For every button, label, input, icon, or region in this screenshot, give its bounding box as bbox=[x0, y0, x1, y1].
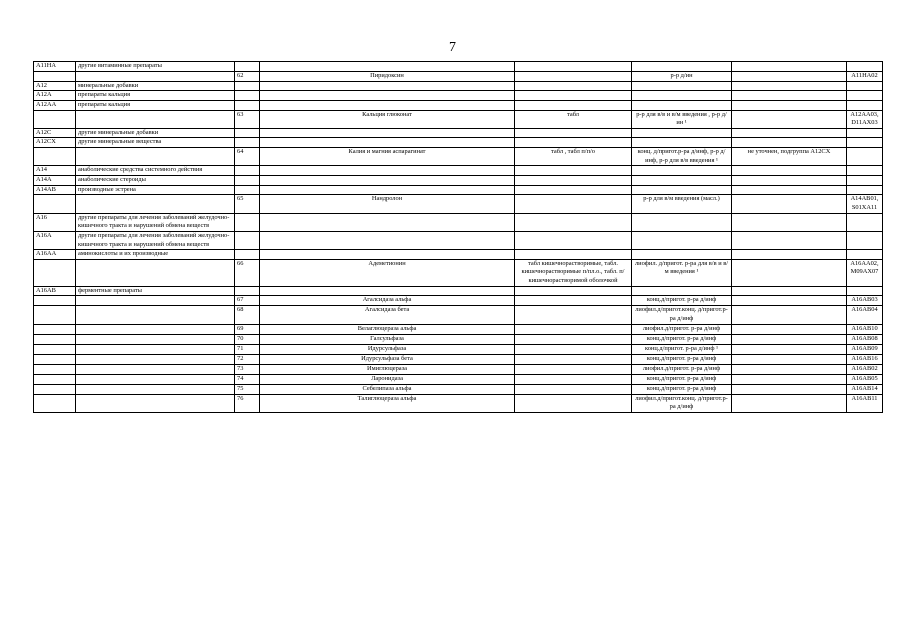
dosage-form-cell bbox=[515, 213, 632, 231]
group-name-cell bbox=[76, 71, 235, 81]
row-number-cell bbox=[235, 213, 260, 231]
atc-code-cell: A16AB11 bbox=[847, 394, 883, 412]
atc-code-cell bbox=[847, 81, 883, 91]
note-cell bbox=[732, 296, 847, 306]
route-form-cell: лиофил.д/пригот.конц. д/пригот.р-ра д/инф bbox=[632, 306, 732, 324]
group-name-cell: минеральные добавки bbox=[76, 81, 235, 91]
row-number-cell: 71 bbox=[235, 344, 260, 354]
atc-code-cell: A16AB08 bbox=[847, 334, 883, 344]
row-number-cell: 76 bbox=[235, 394, 260, 412]
drug-name-cell: Пиридоксин bbox=[260, 71, 515, 81]
route-form-cell: конц.д/пригот. р-ра д/инф bbox=[632, 334, 732, 344]
group-name-cell bbox=[76, 354, 235, 364]
table-row bbox=[34, 364, 883, 374]
atc-group-code-cell bbox=[34, 148, 76, 166]
table-row bbox=[34, 324, 883, 334]
route-form-cell: конц.д/пригот. р-ра д/инф bbox=[632, 374, 732, 384]
table-row bbox=[34, 176, 883, 186]
row-number-cell: 70 bbox=[235, 334, 260, 344]
note-cell bbox=[732, 166, 847, 176]
note-cell bbox=[732, 62, 847, 72]
atc-group-code-cell bbox=[34, 344, 76, 354]
dosage-form-cell bbox=[515, 250, 632, 260]
drug-name-cell: Идурсульфаза bbox=[260, 344, 515, 354]
atc-group-code-cell bbox=[34, 296, 76, 306]
dosage-form-cell bbox=[515, 185, 632, 195]
group-name-cell bbox=[76, 324, 235, 334]
drug-list-table-body bbox=[34, 62, 883, 413]
atc-group-code-cell: A14AB bbox=[34, 185, 76, 195]
row-number-cell: 75 bbox=[235, 384, 260, 394]
atc-group-code-cell: A16 bbox=[34, 213, 76, 231]
dosage-form-cell bbox=[515, 81, 632, 91]
dosage-form-cell bbox=[515, 324, 632, 334]
drug-name-cell bbox=[260, 231, 515, 249]
group-name-cell bbox=[76, 259, 235, 286]
dosage-form-cell bbox=[515, 306, 632, 324]
group-name-cell bbox=[76, 384, 235, 394]
note-cell bbox=[732, 100, 847, 110]
atc-group-code-cell: A12A bbox=[34, 91, 76, 101]
drug-name-cell bbox=[260, 100, 515, 110]
route-form-cell: конц.д/пригот. р-ра д/инф bbox=[632, 354, 732, 364]
note-cell: не уточнен, подгруппа A12CX bbox=[732, 148, 847, 166]
note-cell bbox=[732, 213, 847, 231]
atc-code-cell bbox=[847, 286, 883, 296]
group-name-cell bbox=[76, 334, 235, 344]
atc-group-code-cell: A12AA bbox=[34, 100, 76, 110]
note-cell bbox=[732, 394, 847, 412]
note-cell bbox=[732, 324, 847, 334]
dosage-form-cell bbox=[515, 166, 632, 176]
drug-name-cell bbox=[260, 286, 515, 296]
drug-name-cell: Калия и магния аспарагинат bbox=[260, 148, 515, 166]
drug-name-cell bbox=[260, 176, 515, 186]
atc-code-cell: A14AB01, S01XA11 bbox=[847, 195, 883, 213]
atc-code-cell: A16AA02, M09AX07 bbox=[847, 259, 883, 286]
table-row bbox=[34, 374, 883, 384]
group-name-cell: производные эстрена bbox=[76, 185, 235, 195]
row-number-cell: 72 bbox=[235, 354, 260, 364]
group-name-cell bbox=[76, 394, 235, 412]
atc-code-cell: A16AB03 bbox=[847, 296, 883, 306]
group-name-cell: аминокислоты и их производные bbox=[76, 250, 235, 260]
atc-group-code-cell bbox=[34, 306, 76, 324]
dosage-form-cell: табл bbox=[515, 110, 632, 128]
table-row bbox=[34, 286, 883, 296]
drug-name-cell: Велаглюцераза альфа bbox=[260, 324, 515, 334]
row-number-cell bbox=[235, 176, 260, 186]
route-form-cell bbox=[632, 91, 732, 101]
row-number-cell bbox=[235, 100, 260, 110]
group-name-cell: препараты кальция bbox=[76, 100, 235, 110]
dosage-form-cell bbox=[515, 296, 632, 306]
atc-code-cell bbox=[847, 138, 883, 148]
atc-group-code-cell bbox=[34, 195, 76, 213]
note-cell bbox=[732, 384, 847, 394]
table-row bbox=[34, 334, 883, 344]
row-number-cell bbox=[235, 231, 260, 249]
dosage-form-cell bbox=[515, 374, 632, 384]
atc-code-cell: A16AB05 bbox=[847, 374, 883, 384]
dosage-form-cell bbox=[515, 91, 632, 101]
table-row bbox=[34, 185, 883, 195]
group-name-cell bbox=[76, 306, 235, 324]
table-row bbox=[34, 138, 883, 148]
group-name-cell: анаболические стероиды bbox=[76, 176, 235, 186]
atc-group-code-cell: A12 bbox=[34, 81, 76, 91]
dosage-form-cell bbox=[515, 394, 632, 412]
route-form-cell bbox=[632, 286, 732, 296]
drug-name-cell bbox=[260, 128, 515, 138]
drug-name-cell bbox=[260, 213, 515, 231]
group-name-cell bbox=[76, 195, 235, 213]
row-number-cell bbox=[235, 286, 260, 296]
note-cell bbox=[732, 344, 847, 354]
route-form-cell: р-р д/ин bbox=[632, 71, 732, 81]
note-cell bbox=[732, 259, 847, 286]
route-form-cell bbox=[632, 185, 732, 195]
dosage-form-cell bbox=[515, 384, 632, 394]
atc-code-cell bbox=[847, 128, 883, 138]
drug-list-table bbox=[33, 61, 883, 413]
drug-name-cell: Агалсидаза бета bbox=[260, 306, 515, 324]
atc-group-code-cell: A11HA bbox=[34, 62, 76, 72]
route-form-cell: конц.д/пригот. р-ра д/инф bbox=[632, 384, 732, 394]
group-name-cell bbox=[76, 296, 235, 306]
row-number-cell: 66 bbox=[235, 259, 260, 286]
group-name-cell: анаболические средства системного действия bbox=[76, 166, 235, 176]
note-cell bbox=[732, 110, 847, 128]
row-number-cell bbox=[235, 166, 260, 176]
note-cell bbox=[732, 195, 847, 213]
table-row bbox=[34, 231, 883, 249]
route-form-cell: конц.д/пригот. р-ра д/инф ¹ bbox=[632, 344, 732, 354]
atc-code-cell bbox=[847, 213, 883, 231]
row-number-cell: 65 bbox=[235, 195, 260, 213]
route-form-cell: лиофил.д/пригот. р-ра д/инф bbox=[632, 364, 732, 374]
atc-code-cell bbox=[847, 185, 883, 195]
atc-code-cell bbox=[847, 250, 883, 260]
drug-name-cell bbox=[260, 91, 515, 101]
atc-code-cell: A16AB10 bbox=[847, 324, 883, 334]
dosage-form-cell: табл , табл п/п/о bbox=[515, 148, 632, 166]
atc-code-cell: A16AB04 bbox=[847, 306, 883, 324]
table-row bbox=[34, 110, 883, 128]
row-number-cell bbox=[235, 185, 260, 195]
table-row bbox=[34, 306, 883, 324]
atc-code-cell bbox=[847, 231, 883, 249]
atc-code-cell bbox=[847, 100, 883, 110]
drug-name-cell bbox=[260, 138, 515, 148]
drug-name-cell bbox=[260, 166, 515, 176]
table-row bbox=[34, 296, 883, 306]
note-cell bbox=[732, 334, 847, 344]
group-name-cell bbox=[76, 110, 235, 128]
table-row bbox=[34, 213, 883, 231]
note-cell bbox=[732, 286, 847, 296]
atc-code-cell bbox=[847, 166, 883, 176]
dosage-form-cell bbox=[515, 176, 632, 186]
group-name-cell: другие минеральные добавки bbox=[76, 128, 235, 138]
atc-group-code-cell bbox=[34, 334, 76, 344]
note-cell bbox=[732, 354, 847, 364]
drug-name-cell bbox=[260, 81, 515, 91]
row-number-cell bbox=[235, 128, 260, 138]
row-number-cell bbox=[235, 91, 260, 101]
route-form-cell bbox=[632, 81, 732, 91]
group-name-cell bbox=[76, 364, 235, 374]
table-row bbox=[34, 354, 883, 364]
dosage-form-cell bbox=[515, 128, 632, 138]
note-cell bbox=[732, 138, 847, 148]
note-cell bbox=[732, 81, 847, 91]
atc-code-cell: A11HA02 bbox=[847, 71, 883, 81]
row-number-cell: 64 bbox=[235, 148, 260, 166]
route-form-cell: р-р для в/м введения (масл.) bbox=[632, 195, 732, 213]
route-form-cell bbox=[632, 213, 732, 231]
group-name-cell bbox=[76, 148, 235, 166]
note-cell bbox=[732, 364, 847, 374]
dosage-form-cell bbox=[515, 231, 632, 249]
row-number-cell: 69 bbox=[235, 324, 260, 334]
drug-name-cell bbox=[260, 185, 515, 195]
drug-name-cell bbox=[260, 62, 515, 72]
dosage-form-cell bbox=[515, 354, 632, 364]
atc-group-code-cell bbox=[34, 71, 76, 81]
table-row bbox=[34, 81, 883, 91]
atc-code-cell bbox=[847, 91, 883, 101]
note-cell bbox=[732, 374, 847, 384]
group-name-cell: ферментные препараты bbox=[76, 286, 235, 296]
table-row bbox=[34, 394, 883, 412]
atc-group-code-cell bbox=[34, 324, 76, 334]
route-form-cell bbox=[632, 62, 732, 72]
atc-code-cell bbox=[847, 62, 883, 72]
group-name-cell: другие витаминные препараты bbox=[76, 62, 235, 72]
drug-name-cell bbox=[260, 250, 515, 260]
group-name-cell: другие препараты для лечения заболеваний желудочно-кишечного тракта и нарушений обмена веществ bbox=[76, 213, 235, 231]
drug-name-cell: Адеметионин bbox=[260, 259, 515, 286]
table-row bbox=[34, 250, 883, 260]
route-form-cell: лиофил. д/пригот. р-ра для в/в и в/м введения ¹ bbox=[632, 259, 732, 286]
dosage-form-cell: табл кишечнорастворимые, табл. кишечнорастворимые п/пл.о., табл. п/кишечнорастворимой оболочкой bbox=[515, 259, 632, 286]
atc-group-code-cell bbox=[34, 384, 76, 394]
dosage-form-cell bbox=[515, 138, 632, 148]
row-number-cell bbox=[235, 250, 260, 260]
route-form-cell bbox=[632, 100, 732, 110]
dosage-form-cell bbox=[515, 286, 632, 296]
atc-code-cell: A16AB14 bbox=[847, 384, 883, 394]
atc-code-cell: A12AA03, D11AX03 bbox=[847, 110, 883, 128]
note-cell bbox=[732, 250, 847, 260]
dosage-form-cell bbox=[515, 195, 632, 213]
table-row bbox=[34, 62, 883, 72]
note-cell bbox=[732, 91, 847, 101]
drug-name-cell: Ларонидаза bbox=[260, 374, 515, 384]
atc-code-cell: A16AB02 bbox=[847, 364, 883, 374]
table-row bbox=[34, 195, 883, 213]
atc-code-cell bbox=[847, 148, 883, 166]
atc-group-code-cell bbox=[34, 394, 76, 412]
drug-name-cell: Кальция глюконат bbox=[260, 110, 515, 128]
atc-group-code-cell bbox=[34, 110, 76, 128]
route-form-cell bbox=[632, 128, 732, 138]
dosage-form-cell bbox=[515, 334, 632, 344]
note-cell bbox=[732, 128, 847, 138]
dosage-form-cell bbox=[515, 364, 632, 374]
note-cell bbox=[732, 231, 847, 249]
row-number-cell: 67 bbox=[235, 296, 260, 306]
atc-group-code-cell: A12CX bbox=[34, 138, 76, 148]
drug-name-cell: Галсульфаза bbox=[260, 334, 515, 344]
table-row bbox=[34, 384, 883, 394]
atc-group-code-cell bbox=[34, 364, 76, 374]
atc-code-cell: A16AB16 bbox=[847, 354, 883, 364]
drug-name-cell: Агалсидаза альфа bbox=[260, 296, 515, 306]
route-form-cell: р-р для в/в и в/м введения , р-р д/ин ¹ bbox=[632, 110, 732, 128]
dosage-form-cell bbox=[515, 100, 632, 110]
atc-group-code-cell: A12C bbox=[34, 128, 76, 138]
row-number-cell bbox=[235, 81, 260, 91]
note-cell bbox=[732, 176, 847, 186]
dosage-form-cell bbox=[515, 62, 632, 72]
table-row bbox=[34, 166, 883, 176]
atc-group-code-cell bbox=[34, 354, 76, 364]
table-row bbox=[34, 128, 883, 138]
note-cell bbox=[732, 306, 847, 324]
row-number-cell: 74 bbox=[235, 374, 260, 384]
route-form-cell: лиофил.д/пригот. р-ра д/инф bbox=[632, 324, 732, 334]
group-name-cell: другие минеральные вещества bbox=[76, 138, 235, 148]
note-cell bbox=[732, 71, 847, 81]
drug-name-cell: Идурсульфаза бета bbox=[260, 354, 515, 364]
row-number-cell: 63 bbox=[235, 110, 260, 128]
row-number-cell: 68 bbox=[235, 306, 260, 324]
atc-group-code-cell: A16AB bbox=[34, 286, 76, 296]
drug-name-cell: Себелипаза альфа bbox=[260, 384, 515, 394]
route-form-cell: конц. д/пригот.р-ра д/инф, р-р д/инф, р-р для в/в введения ¹ bbox=[632, 148, 732, 166]
table-row bbox=[34, 344, 883, 354]
group-name-cell bbox=[76, 344, 235, 354]
route-form-cell bbox=[632, 231, 732, 249]
atc-group-code-cell: A16A bbox=[34, 231, 76, 249]
row-number-cell bbox=[235, 62, 260, 72]
table-row bbox=[34, 148, 883, 166]
row-number-cell: 62 bbox=[235, 71, 260, 81]
route-form-cell bbox=[632, 138, 732, 148]
atc-code-cell: A16AB09 bbox=[847, 344, 883, 354]
table-row bbox=[34, 71, 883, 81]
drug-name-cell: Талиглюцераза альфа bbox=[260, 394, 515, 412]
dosage-form-cell bbox=[515, 344, 632, 354]
group-name-cell: другие препараты для лечения заболеваний желудочно-кишечного тракта и нарушений обмена веществ bbox=[76, 231, 235, 249]
row-number-cell: 73 bbox=[235, 364, 260, 374]
route-form-cell: конц.д/пригот. р-ра д/инф bbox=[632, 296, 732, 306]
note-cell bbox=[732, 185, 847, 195]
route-form-cell: лиофил.д/пригот.конц. д/пригот.р-ра д/инф bbox=[632, 394, 732, 412]
atc-group-code-cell: A16AA bbox=[34, 250, 76, 260]
table-row bbox=[34, 259, 883, 286]
atc-group-code-cell bbox=[34, 374, 76, 384]
dosage-form-cell bbox=[515, 71, 632, 81]
table-row bbox=[34, 100, 883, 110]
page-number: 7 bbox=[449, 40, 456, 55]
row-number-cell bbox=[235, 138, 260, 148]
route-form-cell bbox=[632, 166, 732, 176]
drug-name-cell: Имиглюцераза bbox=[260, 364, 515, 374]
group-name-cell bbox=[76, 374, 235, 384]
atc-group-code-cell: A14A bbox=[34, 176, 76, 186]
atc-group-code-cell bbox=[34, 259, 76, 286]
atc-group-code-cell: A14 bbox=[34, 166, 76, 176]
table-row bbox=[34, 91, 883, 101]
group-name-cell: препараты кальция bbox=[76, 91, 235, 101]
route-form-cell bbox=[632, 176, 732, 186]
drug-name-cell: Нандролон bbox=[260, 195, 515, 213]
atc-code-cell bbox=[847, 176, 883, 186]
route-form-cell bbox=[632, 250, 732, 260]
